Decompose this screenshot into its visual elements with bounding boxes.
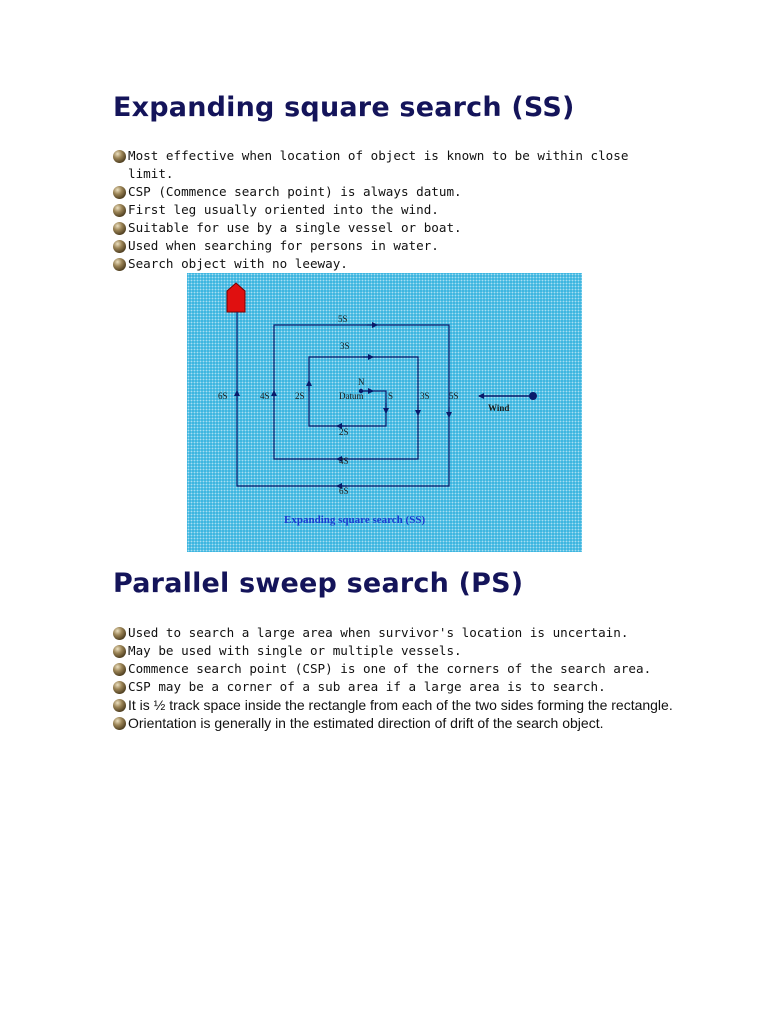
expanding-square-bullet-list	[113, 147, 673, 273]
diagram-caption: Expanding square search (SS)	[284, 514, 426, 526]
label-6s-bottom: 6S	[339, 486, 349, 496]
section-title-parallel-sweep: Parallel sweep search (PS)	[113, 568, 524, 599]
bullet-ball-icon	[113, 699, 126, 712]
list-item: Used to search a large area when survivor's location is uncertain.	[113, 624, 673, 642]
bullet-ball-icon	[113, 663, 126, 676]
diagram-svg	[187, 273, 582, 552]
bullet-ball-icon	[113, 258, 126, 271]
label-2s-left: 2S	[295, 391, 305, 401]
bullet-ball-icon	[113, 222, 126, 235]
label-2s-bottom: 2S	[339, 427, 349, 437]
bullet-ball-icon	[113, 240, 126, 253]
label-s: S	[388, 391, 394, 401]
label-5s-top: 5S	[338, 314, 348, 324]
list-item: Commence search point (CSP) is one of the corners of the search area.	[113, 660, 673, 678]
list-item: May be used with single or multiple vessels.	[113, 642, 673, 660]
bullet-ball-icon	[113, 627, 126, 640]
list-item: First leg usually oriented into the wind.	[113, 201, 673, 219]
section-title-expanding-square: Expanding square search (SS)	[113, 92, 575, 123]
bullet-ball-icon	[113, 186, 126, 199]
bullet-ball-icon	[113, 150, 126, 163]
list-item: CSP (Commence search point) is always datum.	[113, 183, 673, 201]
bullet-ball-icon	[113, 681, 126, 694]
bullet-ball-icon	[113, 645, 126, 658]
label-wind: Wind	[488, 403, 510, 413]
bullet-ball-icon	[113, 204, 126, 217]
wind-origin-dot	[529, 392, 537, 400]
list-item: Search object with no leeway.	[113, 255, 673, 273]
list-item: Most effective when location of object is known to be within close limit.	[113, 147, 673, 183]
list-item: CSP may be a corner of a sub area if a large area is to search.	[113, 678, 673, 696]
list-item: Orientation is generally in the estimated direction of drift of the search object.	[113, 714, 673, 732]
label-4s-left: 4S	[260, 391, 270, 401]
label-n: N	[358, 377, 365, 387]
label-6s-left: 6S	[218, 391, 228, 401]
label-3s-top: 3S	[340, 341, 350, 351]
bullet-ball-icon	[113, 717, 126, 730]
label-5s-right: 5S	[449, 391, 459, 401]
parallel-sweep-bullet-list	[113, 624, 673, 732]
list-item: Used when searching for persons in water.	[113, 237, 673, 255]
label-3s-right: 3S	[420, 391, 430, 401]
label-datum: Datum	[339, 391, 364, 401]
list-item: Suitable for use by a single vessel or boat.	[113, 219, 673, 237]
expanding-square-diagram	[187, 273, 582, 552]
list-item: It is ½ track space inside the rectangle from each of the two sides forming the rectangle.	[113, 696, 673, 714]
label-4s-bottom: 4S	[339, 456, 349, 466]
vessel-icon	[227, 283, 245, 312]
